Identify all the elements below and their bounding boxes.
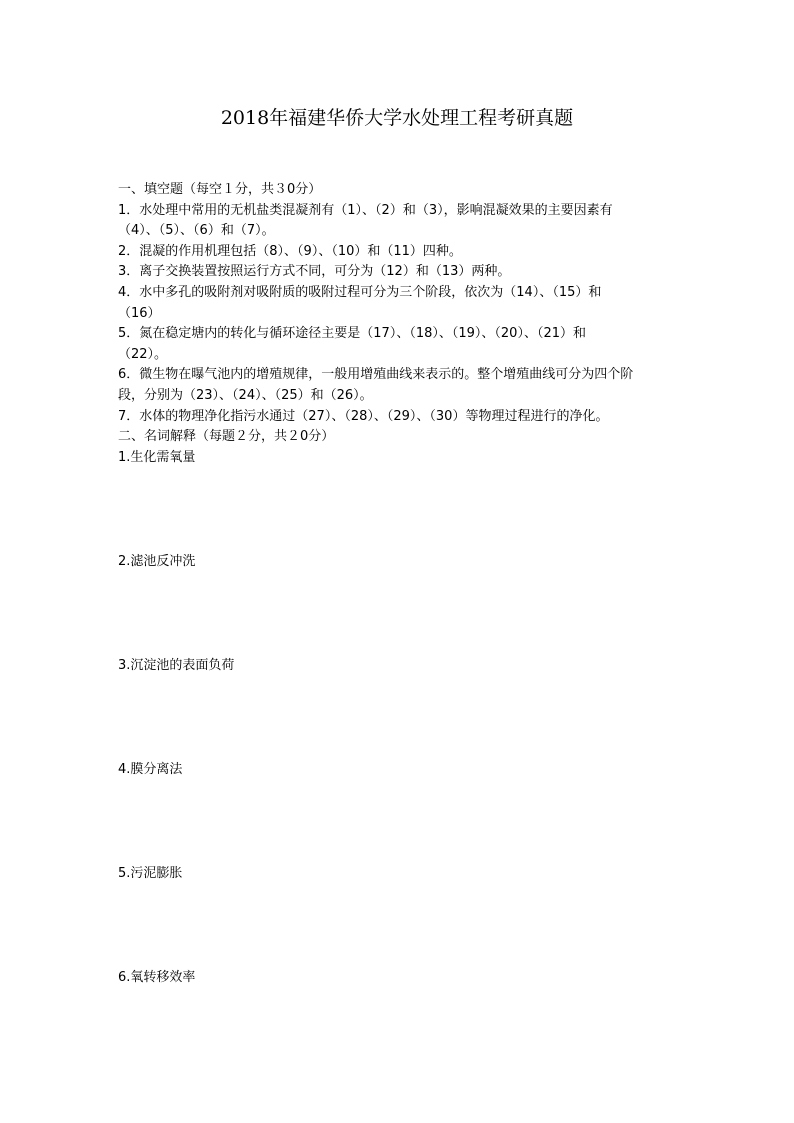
section-heading-definitions: 二、名词解释（每题２分，共２0分） — [118, 429, 335, 445]
question-line: （4）、（5）、（6）和（7）。 — [118, 223, 275, 239]
definition-term: 2.滤池反冲洗 — [118, 553, 196, 569]
question-line: （22）。 — [118, 346, 168, 362]
page-title: 2018年福建华侨大学水处理工程考研真题 — [220, 107, 574, 129]
question-line: 6．微生物在曝气池内的增殖规律，一般用增殖曲线来表示的。整个增殖曲线可分为四个阶 — [118, 367, 634, 383]
definition-term: 6.氧转移效率 — [118, 969, 196, 985]
question-line: 段，分别为（23）、（24）、（25）和（26）。 — [118, 387, 373, 403]
definition-term: 1.生化需氧量 — [118, 449, 196, 465]
definition-term: 3.沉淀池的表面负荷 — [118, 657, 235, 673]
question-line: 2．混凝的作用机理包括（8）、（9）、（10）和（11）四种。 — [118, 243, 462, 259]
question-line: 1．水处理中常用的无机盐类混凝剂有（1）、（2）和（3），影响混凝效果的主要因素有 — [118, 202, 613, 218]
document-body — [118, 180, 688, 1072]
question-line: 7．水体的物理净化指污水通过（27）、（28）、（29）、（30）等物理过程进行的净化。 — [118, 408, 609, 424]
section-heading-fill-blank: 一、填空题（每空１分，共３0分） — [118, 182, 322, 197]
question-line: 4．水中多孔的吸附剂对吸附质的吸附过程可分为三个阶段，依次为（14）、（15）和 — [118, 284, 602, 300]
question-line: 3．离子交换装置按照运行方式不同，可分为（12）和（13）两种。 — [118, 264, 511, 280]
definition-term: 5.污泥膨胀 — [118, 865, 183, 881]
question-line: 5．氮在稳定塘内的转化与循环途径主要是（17）、（18）、（19）、（20）、（21）和 — [118, 326, 586, 342]
definition-term: 4.膜分离法 — [118, 761, 183, 777]
question-line: （16） — [118, 305, 161, 321]
